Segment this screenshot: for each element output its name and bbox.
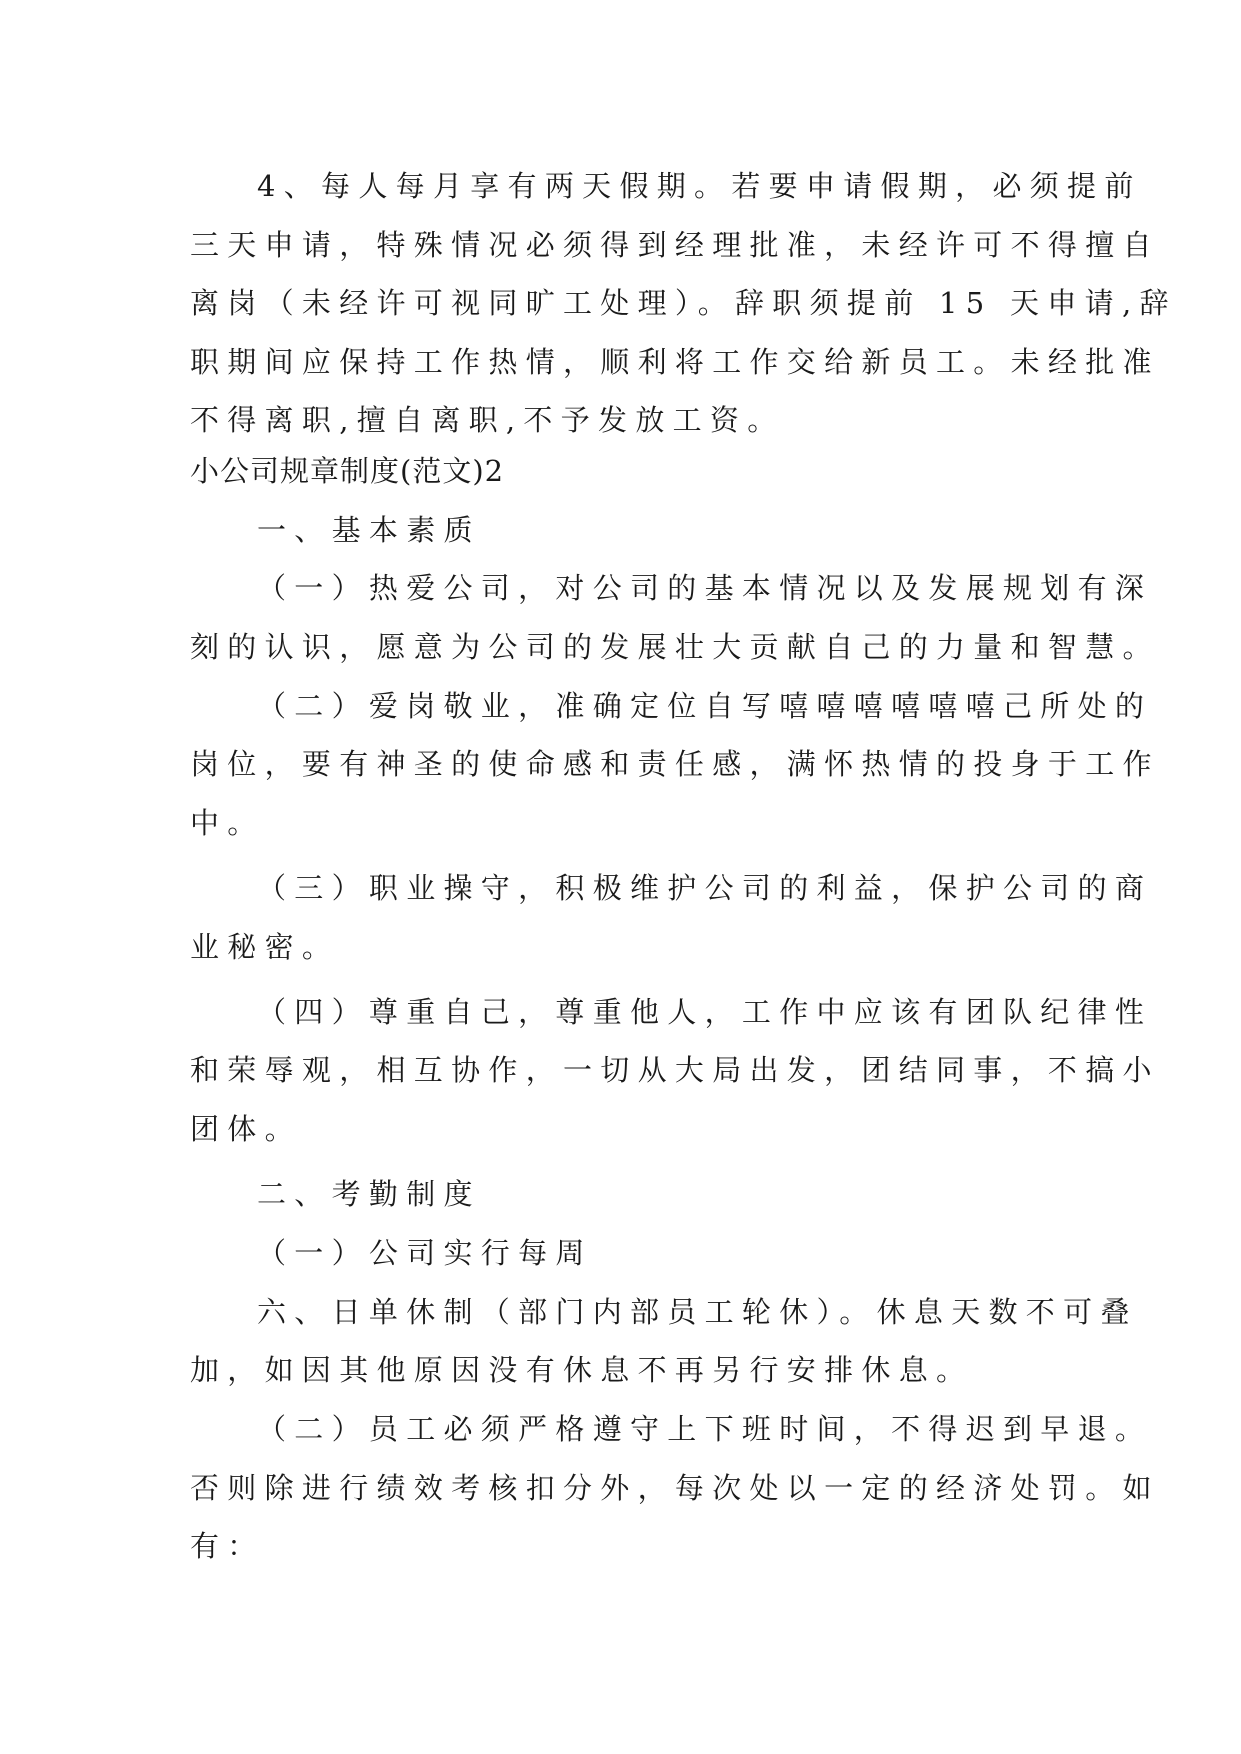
paragraph-line: 六、日单休制（部门内部员工轮休）。休息天数不可叠 [257, 1295, 1138, 1329]
paragraph-line: 加，如因其他原因没有休息不再另行安排休息。 [190, 1353, 974, 1387]
paragraph-line: （三）职业操守，积极维护公司的利益，保护公司的商 [257, 871, 1153, 905]
paragraph-line: （一）公司实行每周 [257, 1236, 593, 1270]
paragraph-line: 三天申请，特殊情况必须得到经理批准，未经许可不得擅自 [190, 228, 1160, 262]
paragraph-line: 和荣辱观，相互协作，一切从大局出发，团结同事，不搞小 [190, 1053, 1160, 1087]
paragraph-line: （二）爱岗敬业，准确定位自写嘻嘻嘻嘻嘻嘻己所处的 [257, 689, 1153, 723]
paragraph-line: （四）尊重自己，尊重他人，工作中应该有团队纪律性 [257, 995, 1153, 1029]
paragraph-line: 刻的认识，愿意为公司的发展壮大贡献自己的力量和智慧。 [190, 630, 1160, 664]
paragraph-line: 4、每人每月享有两天假期。若要申请假期，必须提前 [257, 169, 1142, 203]
paragraph-line: 不得离职,擅自离职,不予发放工资。 [190, 403, 785, 437]
paragraph-line: 有： [190, 1529, 265, 1563]
paragraph-line: 团体。 [190, 1112, 302, 1146]
section-heading: 二、考勤制度 [257, 1177, 481, 1211]
paragraph-line: （一）热爱公司，对公司的基本情况以及发展规划有深 [257, 571, 1153, 605]
paragraph-line: 否则除进行绩效考核扣分外，每次处以一定的经济处罚。如 [190, 1471, 1160, 1505]
paragraph-line: 业秘密。 [190, 930, 340, 964]
paragraph-line: 职期间应保持工作热情，顺利将工作交给新员工。未经批准 [190, 345, 1160, 379]
paragraph-line: 中。 [190, 806, 265, 840]
paragraph-line: 岗位，要有神圣的使命感和责任感，满怀热情的投身于工作 [190, 747, 1160, 781]
paragraph-line: 离岗（未经许可视同旷工处理）。辞职须提前 15 天申请,辞 [190, 286, 1177, 320]
section-title: 小公司规章制度(范文)2 [190, 454, 505, 488]
paragraph-line: （二）员工必须严格遵守上下班时间，不得迟到早退。 [257, 1412, 1153, 1446]
section-heading: 一、基本素质 [257, 513, 481, 547]
